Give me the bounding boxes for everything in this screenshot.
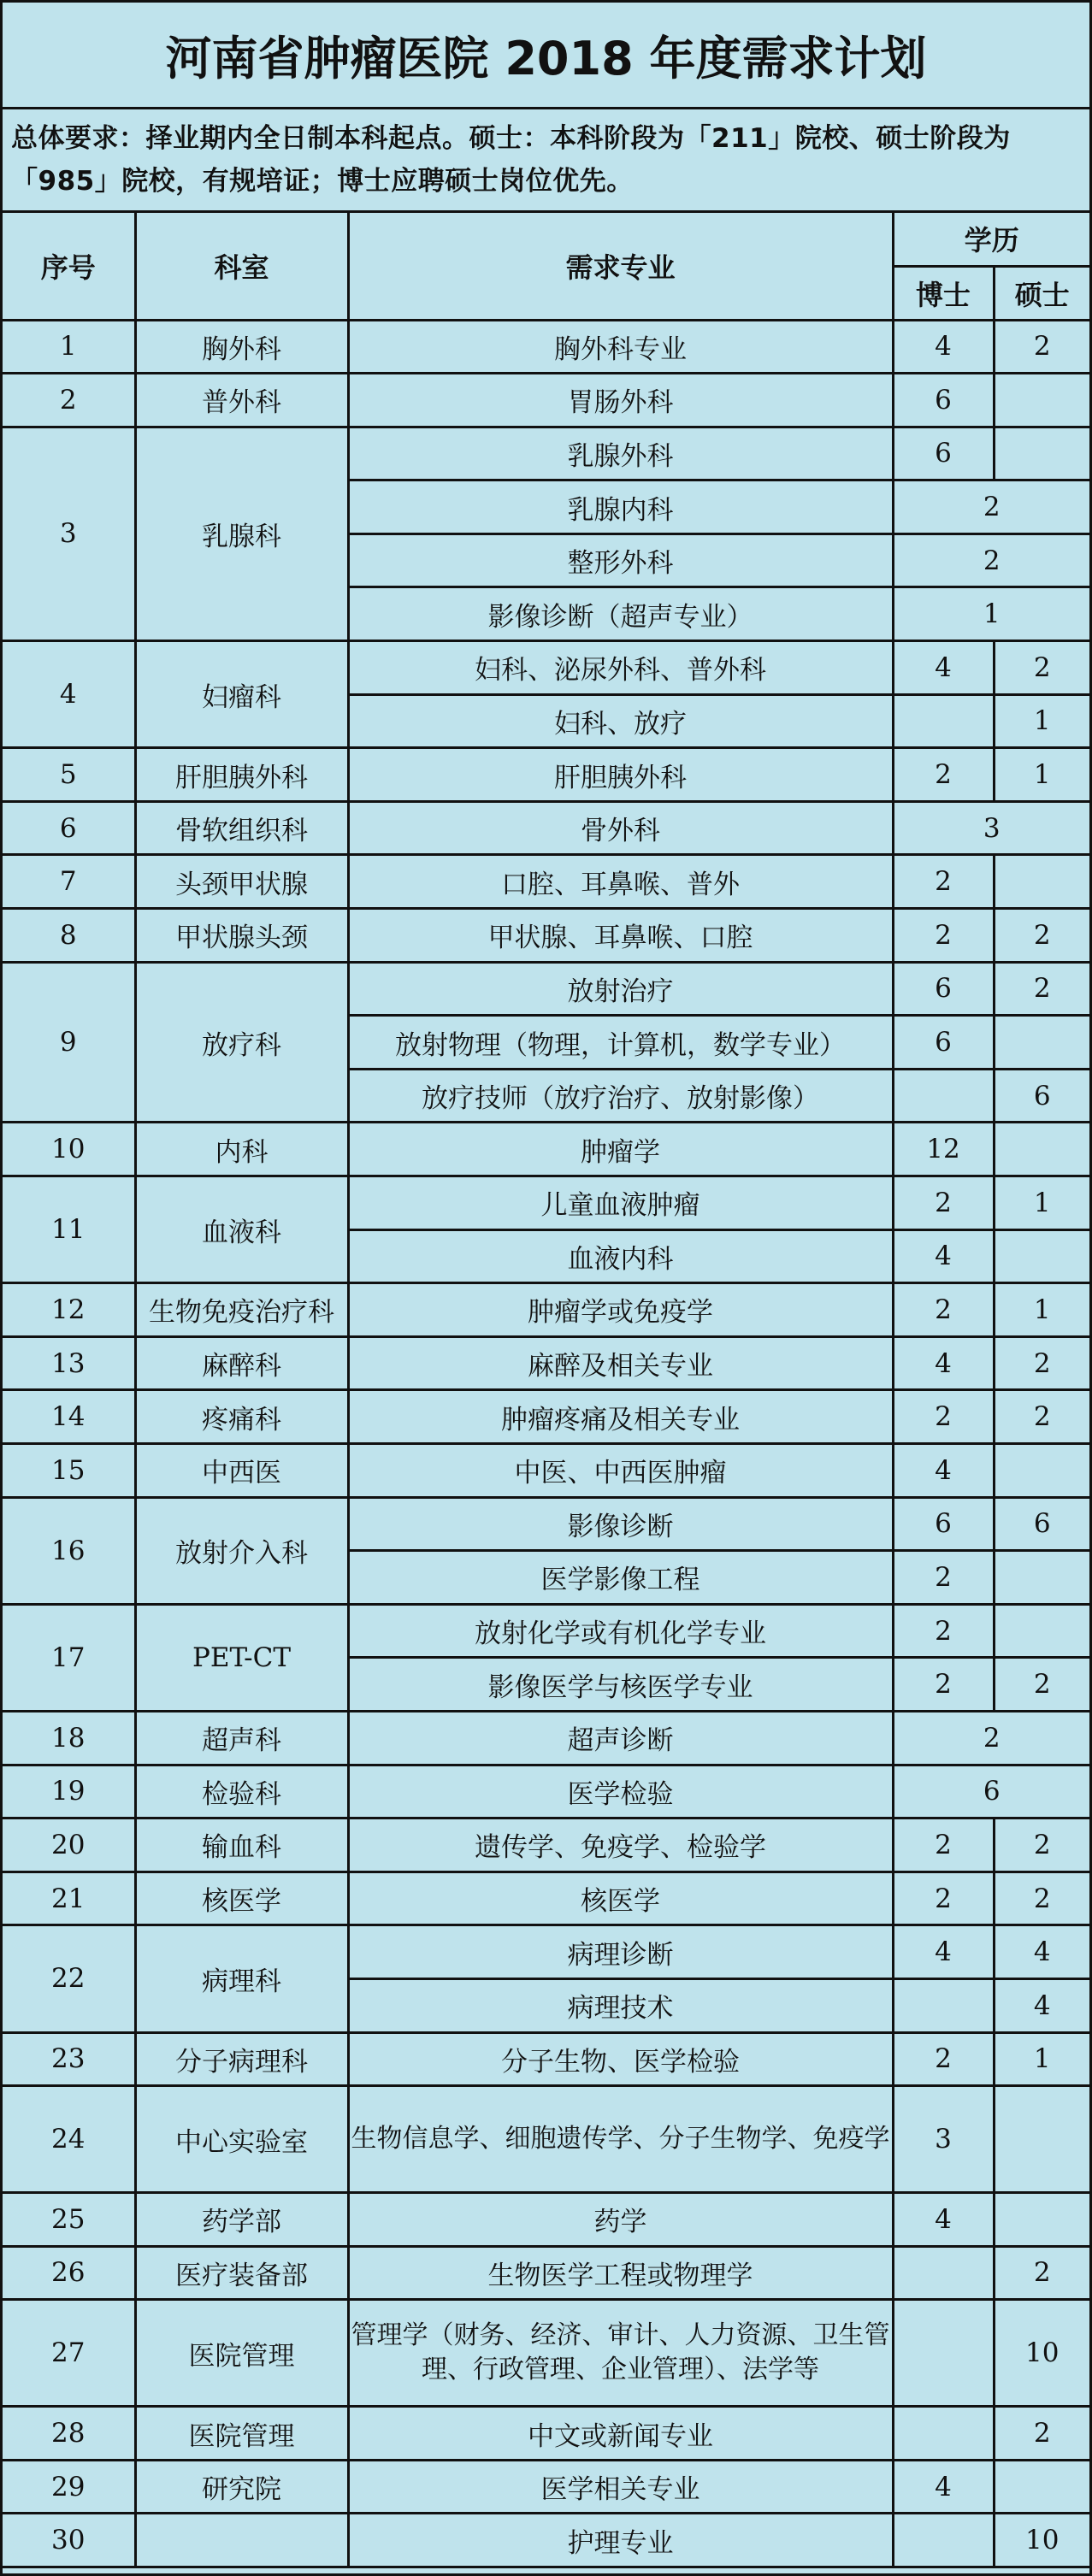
cell-no: 25: [3, 2193, 135, 2247]
cell-master: 6: [994, 1069, 1089, 1123]
cell-major: 超声诊断: [348, 1711, 893, 1765]
cell-master: 2: [994, 2246, 1089, 2300]
cell-dept: 超声科: [135, 1711, 348, 1765]
cell-dept: 血液科: [135, 1176, 348, 1283]
cell-no: 5: [3, 748, 135, 802]
cell-master: 2: [994, 1819, 1089, 1872]
cell-no: 18: [3, 1711, 135, 1765]
cell-phd: 6: [893, 1016, 994, 1070]
cell-major: 医学检验: [348, 1765, 893, 1819]
cell-phd: 6: [893, 962, 994, 1016]
cell-phd: 2: [893, 855, 994, 909]
cell-phd: 2: [893, 2032, 994, 2086]
cell-merged: 2: [893, 533, 1089, 587]
cell-major: 放射物理（物理，计算机，数学专业）: [348, 1016, 893, 1070]
cell-no: 13: [3, 1336, 135, 1390]
cell-no: 24: [3, 2086, 135, 2193]
cell-major: 护理专业: [348, 2514, 893, 2567]
cell-master: 2: [994, 320, 1089, 374]
header-master: 硕士: [994, 266, 1089, 320]
cell-no: 2: [3, 374, 135, 427]
cell-dept: 疼痛科: [135, 1390, 348, 1444]
cell-phd: 12: [893, 1123, 994, 1176]
cell-phd: 3: [893, 2086, 994, 2193]
cell-major: 血液内科: [348, 1229, 893, 1283]
cell-master: 2: [994, 1872, 1089, 1925]
table-row: [3, 1819, 1089, 1872]
table-row: [3, 1123, 1089, 1176]
table-row: [3, 2460, 1089, 2514]
cell-dept: 输血科: [135, 1819, 348, 1872]
demand-table: [3, 213, 1089, 2568]
cell-dept: 甲状腺头颈: [135, 909, 348, 963]
cell-major: 医学影像工程: [348, 1551, 893, 1605]
cell-major: 管理学（财务、经济、审计、人力资源、卫生管理、行政管理、企业管理）、法学等: [348, 2300, 893, 2407]
cell-dept: 普外科: [135, 374, 348, 427]
cell-major: 影像诊断: [348, 1497, 893, 1551]
cell-dept: 内科: [135, 1123, 348, 1176]
cell-no: 15: [3, 1443, 135, 1497]
cell-phd: 2: [893, 1658, 994, 1712]
cell-major: 病理技术: [348, 1978, 893, 2032]
cell-dept: 妇瘤科: [135, 641, 348, 748]
cell-master: [994, 1123, 1089, 1176]
cell-phd: 2: [893, 1551, 994, 1605]
table-row: [3, 374, 1089, 427]
cell-no: 12: [3, 1283, 135, 1337]
table-row: [3, 427, 1089, 480]
cell-phd: [893, 2514, 994, 2567]
cell-phd: [893, 694, 994, 748]
cell-dept: 研究院: [135, 2460, 348, 2514]
cell-major: 影像诊断（超声专业）: [348, 587, 893, 641]
cell-phd: 2: [893, 1283, 994, 1337]
cell-master: [994, 2086, 1089, 2193]
cell-dept: 肝胆胰外科: [135, 748, 348, 802]
cell-dept: 胸外科: [135, 320, 348, 374]
general-requirement: 总体要求：择业期内全日制本科起点。硕士：本科阶段为「211」院校、硕士阶段为「985」院校，有规培证；博士应聘硕士岗位优先。: [3, 107, 1089, 213]
cell-major: 中文或新闻专业: [348, 2407, 893, 2461]
cell-master: [994, 427, 1089, 480]
cell-phd: [893, 2300, 994, 2407]
header-row: [3, 213, 1089, 266]
cell-no: 10: [3, 1123, 135, 1176]
cell-major: 儿童血液肿瘤: [348, 1176, 893, 1230]
cell-major: 生物信息学、细胞遗传学、分子生物学、免疫学: [348, 2086, 893, 2193]
cell-dept: 药学部: [135, 2193, 348, 2247]
table-row: [3, 1765, 1089, 1819]
cell-major: 药学: [348, 2193, 893, 2247]
cell-no: 1: [3, 320, 135, 374]
cell-phd: 4: [893, 2193, 994, 2247]
cell-major: 中医、中西医肿瘤: [348, 1443, 893, 1497]
cell-no: 7: [3, 855, 135, 909]
table-row: [3, 2514, 1089, 2567]
cell-master: 1: [994, 694, 1089, 748]
cell-dept: 分子病理科: [135, 2032, 348, 2086]
cell-phd: 6: [893, 427, 994, 480]
cell-major: 乳腺内科: [348, 480, 893, 534]
cell-no: 26: [3, 2246, 135, 2300]
cell-major: 放疗技师（放疗治疗、放射影像）: [348, 1069, 893, 1123]
cell-merged: 2: [893, 1711, 1089, 1765]
cell-major: 胃肠外科: [348, 374, 893, 427]
cell-master: 1: [994, 1176, 1089, 1230]
cell-no: 16: [3, 1497, 135, 1604]
header-major: 需求专业: [348, 213, 893, 320]
cell-no: 22: [3, 1925, 135, 2032]
cell-master: 10: [994, 2300, 1089, 2407]
cell-phd: 4: [893, 1229, 994, 1283]
cell-no: 29: [3, 2460, 135, 2514]
cell-phd: 4: [893, 1925, 994, 1979]
cell-major: 骨外科: [348, 801, 893, 855]
cell-phd: 2: [893, 748, 994, 802]
header-dept: 科室: [135, 213, 348, 320]
table-row: [3, 1336, 1089, 1390]
table-row: [3, 2032, 1089, 2086]
cell-phd: [893, 2246, 994, 2300]
header-phd: 博士: [893, 266, 994, 320]
cell-phd: 6: [893, 374, 994, 427]
table-row: [3, 1604, 1089, 1658]
cell-major: 口腔、耳鼻喉、普外: [348, 855, 893, 909]
cell-dept: 核医学: [135, 1872, 348, 1925]
table-row: [3, 2407, 1089, 2461]
cell-phd: 4: [893, 2460, 994, 2514]
cell-phd: [893, 1069, 994, 1123]
cell-master: 2: [994, 641, 1089, 695]
cell-master: [994, 374, 1089, 427]
table-row: [3, 1390, 1089, 1444]
table-row: [3, 2193, 1089, 2247]
cell-merged: 3: [893, 801, 1089, 855]
cell-dept: 放疗科: [135, 962, 348, 1123]
cell-major: 甲状腺、耳鼻喉、口腔: [348, 909, 893, 963]
table-row: [3, 1872, 1089, 1925]
cell-major: 肝胆胰外科: [348, 748, 893, 802]
cell-dept: 乳腺科: [135, 427, 348, 640]
table-row: [3, 855, 1089, 909]
cell-no: 20: [3, 1819, 135, 1872]
table-row: [3, 641, 1089, 695]
cell-phd: 6: [893, 1497, 994, 1551]
cell-master: 1: [994, 748, 1089, 802]
cell-major: 分子生物、医学检验: [348, 2032, 893, 2086]
cell-dept: 病理科: [135, 1925, 348, 2032]
cell-phd: 4: [893, 641, 994, 695]
cell-major: 放射化学或有机化学专业: [348, 1604, 893, 1658]
cell-phd: 2: [893, 1176, 994, 1230]
cell-no: 28: [3, 2407, 135, 2461]
table-row: [3, 748, 1089, 802]
cell-merged: 2: [893, 480, 1089, 534]
cell-no: 23: [3, 2032, 135, 2086]
cell-master: 2: [994, 2407, 1089, 2461]
table-row: [3, 2246, 1089, 2300]
cell-major: 核医学: [348, 1872, 893, 1925]
cell-no: 4: [3, 641, 135, 748]
cell-major: 妇科、泌尿外科、普外科: [348, 641, 893, 695]
cell-master: [994, 1229, 1089, 1283]
cell-master: [994, 1443, 1089, 1497]
table-row: [3, 1443, 1089, 1497]
cell-major: 病理诊断: [348, 1925, 893, 1979]
cell-no: 17: [3, 1604, 135, 1711]
cell-master: [994, 1016, 1089, 1070]
header-degree: 学历: [893, 213, 1089, 266]
cell-master: [994, 2193, 1089, 2247]
cell-no: 6: [3, 801, 135, 855]
cell-merged: 1: [893, 587, 1089, 641]
cell-phd: 4: [893, 1443, 994, 1497]
cell-dept: 中西医: [135, 1443, 348, 1497]
cell-no: 19: [3, 1765, 135, 1819]
cell-phd: [893, 1978, 994, 2032]
cell-major: 妇科、放疗: [348, 694, 893, 748]
cell-phd: 2: [893, 1819, 994, 1872]
table-row: [3, 1176, 1089, 1230]
cell-master: [994, 1604, 1089, 1658]
page-title: 河南省肿瘤医院 2018 年度需求计划: [3, 3, 1089, 109]
header-no: 序号: [3, 213, 135, 320]
cell-dept: 医院管理: [135, 2300, 348, 2407]
cell-no: 3: [3, 427, 135, 640]
cell-phd: [893, 2407, 994, 2461]
table-row: [3, 1711, 1089, 1765]
cell-master: 4: [994, 1925, 1089, 1979]
cell-major: 肿瘤学: [348, 1123, 893, 1176]
cell-master: [994, 2460, 1089, 2514]
table-row: [3, 2086, 1089, 2193]
cell-no: 9: [3, 962, 135, 1123]
cell-master: 10: [994, 2514, 1089, 2567]
cell-major: 乳腺外科: [348, 427, 893, 480]
cell-phd: 2: [893, 1390, 994, 1444]
cell-master: 2: [994, 1390, 1089, 1444]
table-row: [3, 320, 1089, 374]
cell-master: 2: [994, 962, 1089, 1016]
cell-no: 8: [3, 909, 135, 963]
cell-master: 2: [994, 909, 1089, 963]
cell-major: 影像医学与核医学专业: [348, 1658, 893, 1712]
cell-dept: 放射介入科: [135, 1497, 348, 1604]
cell-major: 肿瘤学或免疫学: [348, 1283, 893, 1337]
table-row: [3, 2300, 1089, 2407]
cell-no: 21: [3, 1872, 135, 1925]
cell-major: 生物医学工程或物理学: [348, 2246, 893, 2300]
table-row: [3, 1497, 1089, 1551]
cell-major: 遗传学、免疫学、检验学: [348, 1819, 893, 1872]
cell-dept: 生物免疫治疗科: [135, 1283, 348, 1337]
cell-master: 1: [994, 1283, 1089, 1337]
cell-master: [994, 855, 1089, 909]
cell-master: 2: [994, 1336, 1089, 1390]
cell-major: 放射治疗: [348, 962, 893, 1016]
cell-phd: 2: [893, 1604, 994, 1658]
cell-no: 27: [3, 2300, 135, 2407]
cell-dept: [135, 2514, 348, 2567]
cell-dept: 医疗装备部: [135, 2246, 348, 2300]
cell-major: 麻醉及相关专业: [348, 1336, 893, 1390]
cell-master: [994, 1551, 1089, 1605]
table-row: [3, 962, 1089, 1016]
table-row: [3, 909, 1089, 963]
cell-major: 医学相关专业: [348, 2460, 893, 2514]
table-row: [3, 1283, 1089, 1337]
cell-major: 整形外科: [348, 533, 893, 587]
cell-dept: 医院管理: [135, 2407, 348, 2461]
cell-merged: 6: [893, 1765, 1089, 1819]
cell-phd: 2: [893, 909, 994, 963]
cell-dept: 头颈甲状腺: [135, 855, 348, 909]
cell-no: 11: [3, 1176, 135, 1283]
cell-dept: 检验科: [135, 1765, 348, 1819]
cell-no: 14: [3, 1390, 135, 1444]
cell-dept: PET-CT: [135, 1604, 348, 1711]
cell-master: 4: [994, 1978, 1089, 2032]
cell-dept: 麻醉科: [135, 1336, 348, 1390]
cell-dept: 骨软组织科: [135, 801, 348, 855]
cell-phd: 4: [893, 320, 994, 374]
cell-dept: 中心实验室: [135, 2086, 348, 2193]
cell-master: 6: [994, 1497, 1089, 1551]
cell-major: 肿瘤疼痛及相关专业: [348, 1390, 893, 1444]
table-row: [3, 1925, 1089, 1979]
cell-phd: 4: [893, 1336, 994, 1390]
table-row: [3, 801, 1089, 855]
cell-master: 1: [994, 2032, 1089, 2086]
cell-master: 2: [994, 1658, 1089, 1712]
cell-major: 胸外科专业: [348, 320, 893, 374]
cell-phd: 2: [893, 1872, 994, 1925]
cell-no: 30: [3, 2514, 135, 2567]
